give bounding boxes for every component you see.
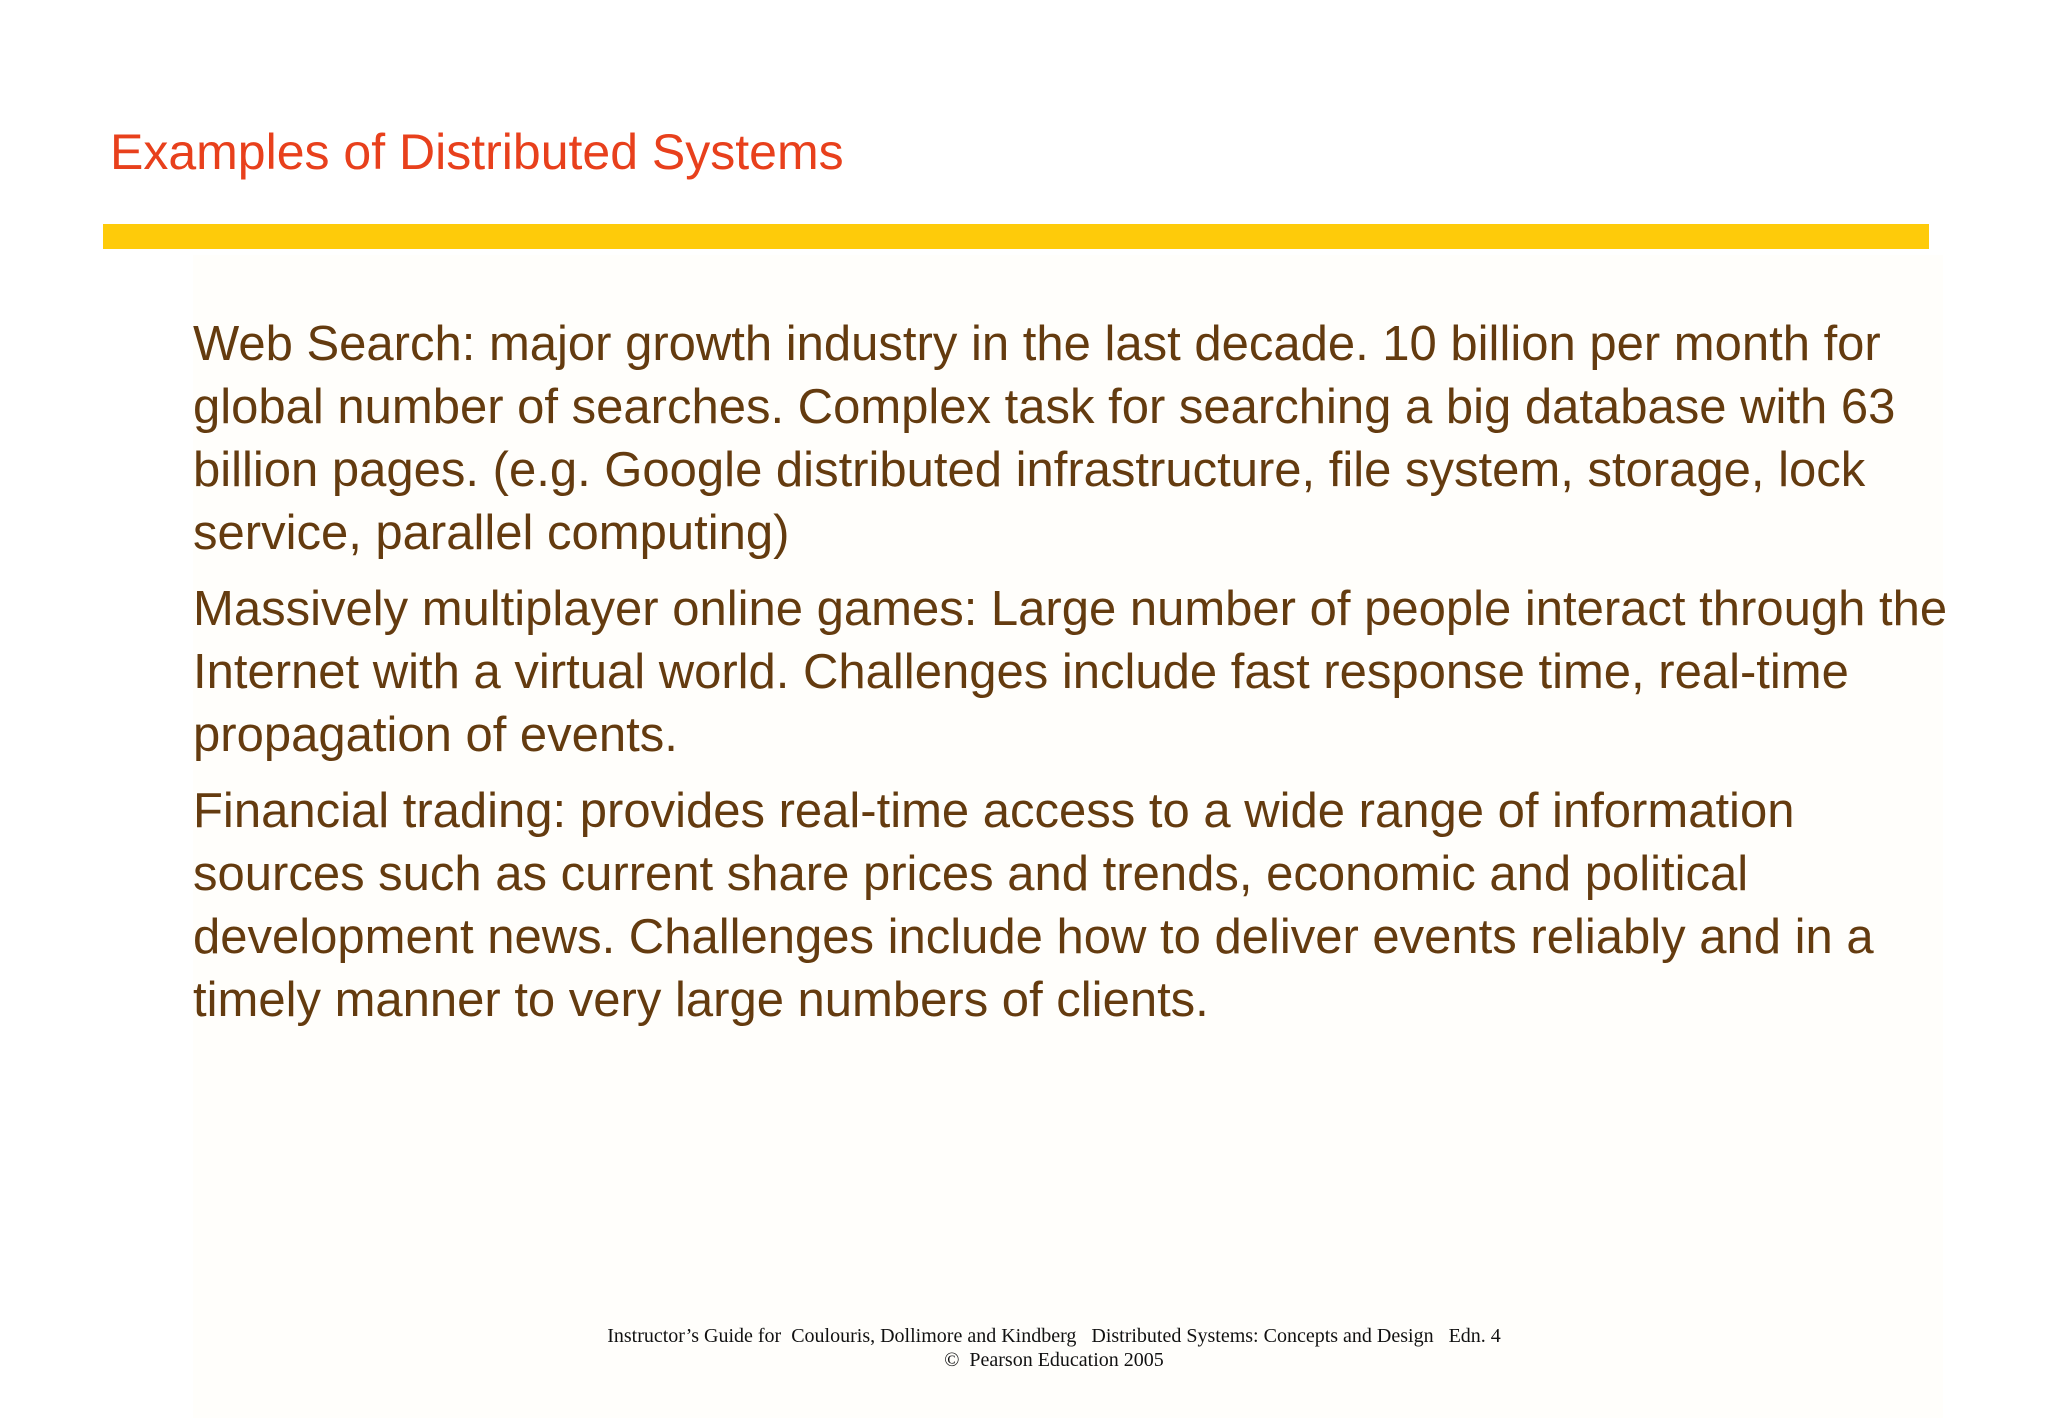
bullet-financial-trading: Financial trading: provides real-time access to a wide range of information sources such as current share prices and trends, economic and political development news. Challenges include how to deliver events reliably and in a timely manner to very large numbers of clients.	[193, 784, 1874, 1027]
footer-copyright: © Pearson Education 2005	[944, 1349, 1164, 1371]
slide-footer	[0, 1324, 2048, 1372]
bullet-list	[193, 313, 1953, 1045]
bullet-web-search: Web Search: major growth industry in the last decade. 10 billion per month for global number of searches. Complex task for searching a big database with 63 billion pages. (e.g. Google distributed infrastructure, file system, storage, lock service, parallel computing)	[193, 317, 1896, 560]
title-accent-bar	[103, 224, 1929, 249]
bullet-online-games: Massively multiplayer online games: Large number of people interact through the Internet with a virtual world. Challenges include fast response time, real-time propagation of events.	[193, 582, 1948, 762]
footer-citation: Instructor’s Guide for Coulouris, Dollimore and Kindberg Distributed Systems: Concepts and Design Edn. 4	[607, 1325, 1501, 1347]
slide-title: Examples of Distributed Systems	[110, 124, 844, 180]
